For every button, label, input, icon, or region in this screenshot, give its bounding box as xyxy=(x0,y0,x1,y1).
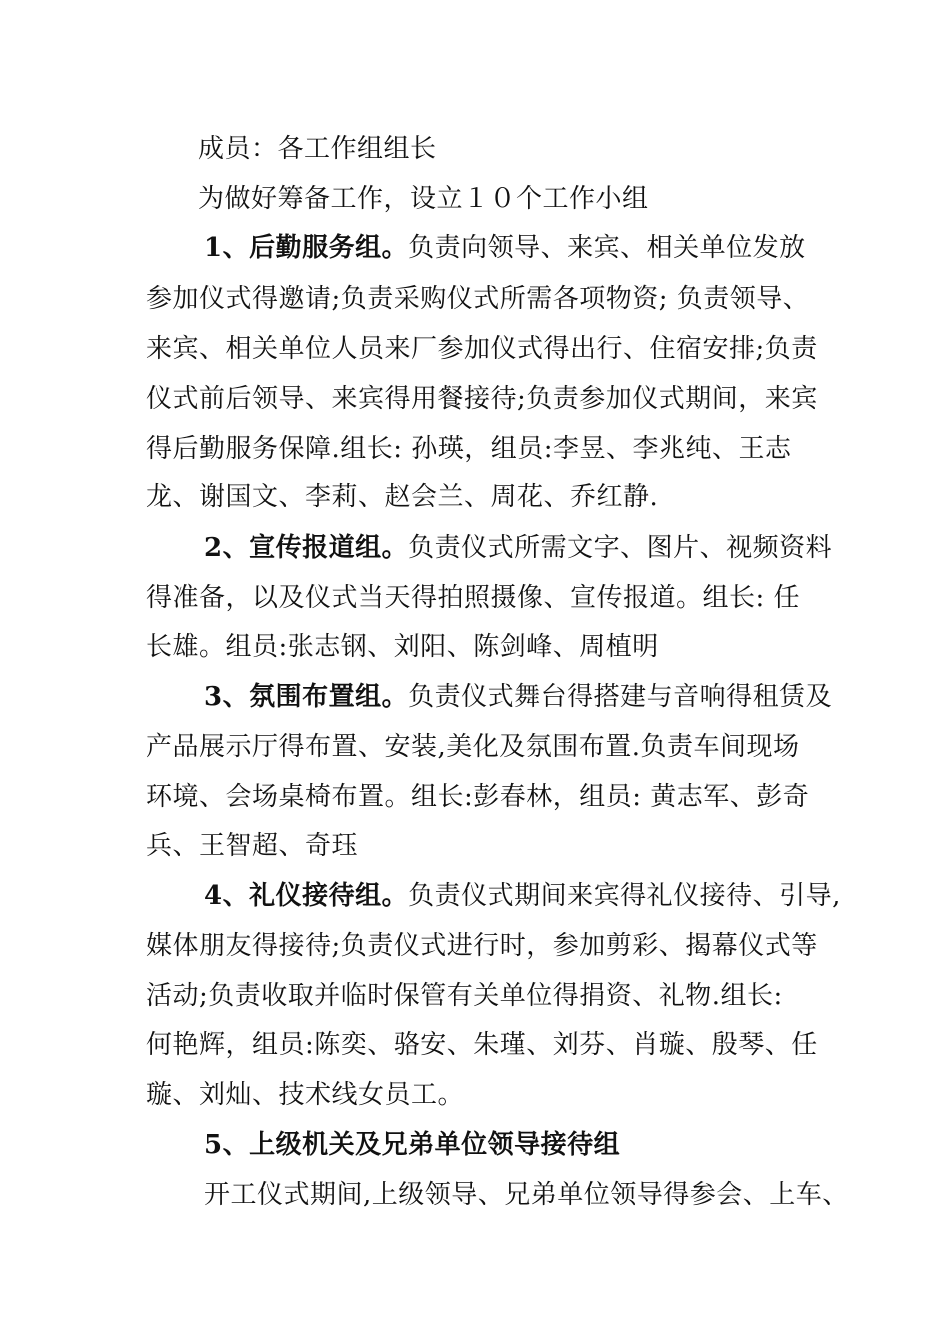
text-span: 负责向领导、来宾、相关单位发放 xyxy=(408,233,806,263)
text-span: 来宾、相关单位人员来厂参加仪式得出行、住宿安排;负责 xyxy=(146,334,818,364)
intro-line xyxy=(198,182,649,216)
text-span: 为做好筹备工作，设立１０个工作小组 xyxy=(198,184,649,214)
paragraph-line xyxy=(146,730,800,764)
text-span: 得后勤服务保障.组长: 孙瑛，组员:李昱、李兆纯、王志 xyxy=(146,434,792,464)
paragraph-line xyxy=(146,780,809,814)
section-4-heading-line xyxy=(204,879,841,913)
section-2-heading-line xyxy=(204,531,832,565)
paragraph-line xyxy=(204,1178,849,1212)
section-5-heading-line xyxy=(204,1128,620,1162)
section-1-heading-line xyxy=(204,231,806,265)
paragraph-line xyxy=(146,382,818,416)
text-span: 得准备，以及仪式当天得拍照摄像、宣传报道。组长: 任 xyxy=(146,583,801,613)
members-line xyxy=(198,132,437,166)
text-span: 负责仪式期间来宾得礼仪接待、引导, xyxy=(408,881,841,911)
text-span: 仪式前后领导、来宾得用餐接待;负责参加仪式期间，来宾 xyxy=(146,384,818,414)
text-span: 兵、王智超、奇珏 xyxy=(146,831,359,861)
paragraph-line xyxy=(146,282,809,316)
text-span: 负责仪式舞台得搭建与音响得租赁及 xyxy=(408,682,833,712)
paragraph-line xyxy=(146,979,783,1013)
paragraph-line xyxy=(146,1028,818,1062)
text-span: 参加仪式得邀请;负责采购仪式所需各项物资; 负责领导、 xyxy=(146,284,810,314)
text-span: 成员：各工作组组长 xyxy=(198,134,437,164)
text-span: 环境、会场桌椅布置。组长:彭春林，组员: 黄志军、彭奇 xyxy=(146,782,810,812)
paragraph-line xyxy=(146,432,792,466)
text-span: 何艳辉，组员:陈奕、骆安、朱瑾、刘芬、肖璇、殷琴、任 xyxy=(146,1030,818,1060)
paragraph-line xyxy=(146,829,358,863)
paragraph-line xyxy=(146,929,818,963)
paragraph-line xyxy=(146,480,658,514)
text-span: 龙、谢国文、李莉、赵会兰、周花、乔红静. xyxy=(146,482,659,512)
section-3-title: 3、氛围布置组。 xyxy=(204,682,409,712)
text-span: 长雄。组员:张志钢、刘阳、陈剑峰、周植明 xyxy=(146,632,659,662)
section-1-title: 1、后勤服务组。 xyxy=(204,233,409,263)
paragraph-line xyxy=(146,332,818,366)
text-span: 产品展示厅得布置、安装,美化及氛围布置.负责车间现场 xyxy=(146,732,800,762)
text-span: 璇、刘灿、技术线女员工。 xyxy=(146,1080,465,1110)
paragraph-line xyxy=(146,581,800,615)
text-span: 负责仪式所需文字、图片、视频资料 xyxy=(408,533,833,563)
text-span: 活动;负责收取并临时保管有关单位得捐资、礼物.组长: xyxy=(146,981,783,1011)
section-5-title: 5、上级机关及兄弟单位领导接待组 xyxy=(204,1130,621,1160)
paragraph-line xyxy=(146,630,659,664)
paragraph-line xyxy=(146,1078,464,1112)
section-3-heading-line xyxy=(204,680,832,714)
text-span: 开工仪式期间,上级领导、兄弟单位领导得参会、上车、 xyxy=(204,1180,849,1210)
section-4-title: 4、礼仪接待组。 xyxy=(204,881,409,911)
text-span: 媒体朋友得接待;负责仪式进行时，参加剪彩、揭幕仪式等 xyxy=(146,931,818,961)
section-2-title: 2、宣传报道组。 xyxy=(204,533,409,563)
